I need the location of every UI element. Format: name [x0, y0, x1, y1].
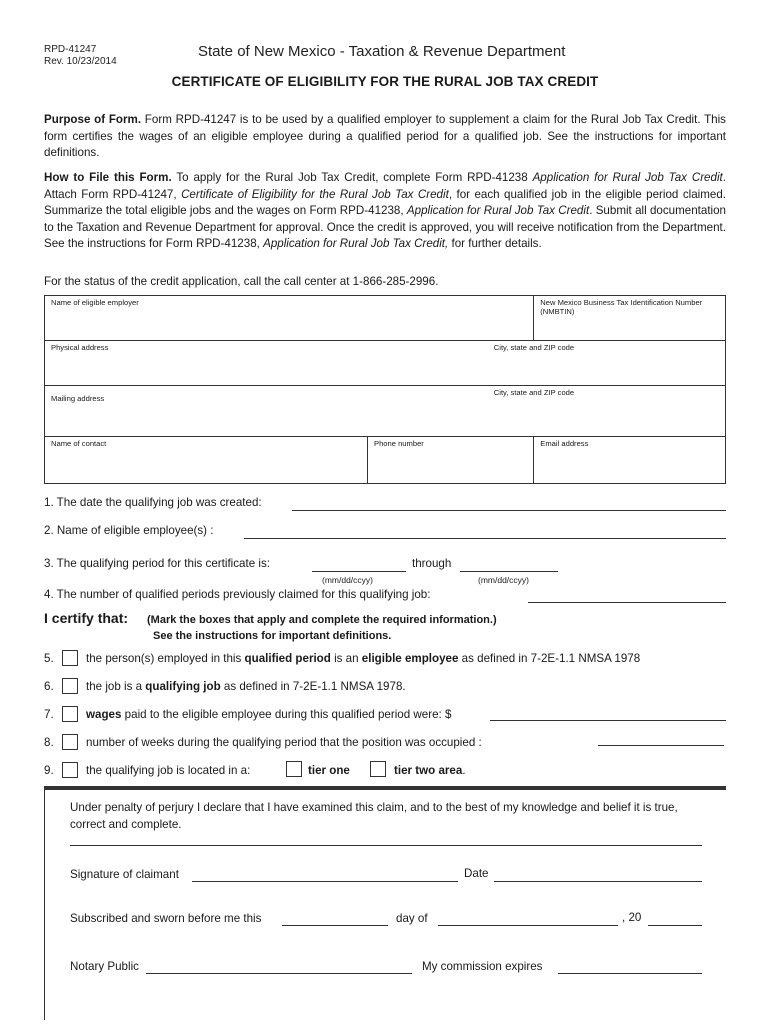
period-end-input[interactable] — [460, 571, 558, 572]
form-reference: Application for Rural Job Tax Credit, — [263, 237, 449, 250]
sworn-day-input[interactable] — [282, 925, 388, 926]
physical-city-field[interactable] — [493, 341, 726, 386]
item-text: the person(s) employed in this — [86, 652, 245, 665]
through-label: through — [412, 557, 452, 570]
day-of-label: day of — [396, 912, 428, 925]
form-title: CERTIFICATE OF ELIGIBILITY FOR THE RURAL JOB TAX CREDIT — [171, 74, 599, 89]
field-label: City, state and ZIP code — [493, 388, 575, 397]
purpose-heading: Purpose of Form. — [44, 113, 142, 126]
item-text: paid to the eligible employee during this qualified period were: $ — [121, 708, 452, 721]
commission-label: My commission expires — [422, 960, 543, 973]
item-5-text — [86, 652, 640, 665]
how-to-file-paragraph — [44, 170, 726, 253]
tier-one-checkbox[interactable] — [286, 761, 302, 777]
purpose-text: Form RPD-41247 is to be used by a qualified employer to supplement a claim for the Rural Job Tax Credit. This form certifies the wages of an eligible employee during a qualified period for a qualified job. See the instructions for important definitions. — [44, 113, 726, 159]
item-text: the job is a — [86, 680, 146, 693]
sworn-month-input[interactable] — [438, 925, 618, 926]
purpose-paragraph — [44, 112, 726, 162]
wages-input[interactable] — [490, 720, 726, 721]
field-label: Email address — [540, 439, 589, 448]
employer-info-table — [44, 295, 726, 484]
certify-note — [147, 612, 497, 644]
commission-input[interactable] — [558, 973, 702, 974]
how-to-file-text: , for each qualified job in the eligible period claimed. Summarize the total eligible jobs and the wages on Form RPD-41238, — [44, 187, 726, 217]
how-to-file-text: . Attach Form RPD-41247, — [44, 171, 726, 201]
question-3: 3. The qualifying period for this certificate is: — [44, 557, 270, 570]
field-label: Name of eligible employer — [51, 298, 139, 307]
item-number: 6. — [44, 680, 54, 693]
contact-name-field[interactable] — [45, 437, 368, 484]
item-number: 5. — [44, 652, 54, 665]
mailing-city-field[interactable] — [493, 386, 726, 437]
item-8-text: number of weeks during the qualifying period that the position was occupied : — [86, 736, 482, 749]
question-2: 2. Name of eligible employee(s) : — [44, 524, 214, 537]
tier-one-label: tier one — [308, 764, 350, 777]
form-reference: Application for Rural Job Tax Credit — [406, 204, 590, 217]
item-term: qualifying job — [145, 680, 221, 693]
how-to-file-text: for further details. — [448, 237, 542, 250]
item-8-checkbox[interactable] — [62, 734, 78, 750]
phone-field[interactable] — [368, 437, 534, 484]
physical-address-field[interactable] — [45, 341, 534, 386]
periods-claimed-input[interactable] — [528, 602, 726, 603]
item-number: 9. — [44, 764, 54, 777]
item-9-checkbox[interactable] — [62, 762, 78, 778]
field-label: Name of contact — [51, 439, 107, 448]
date-format-hint: (mm/dd/ccyy) — [322, 575, 373, 585]
item-number: 8. — [44, 736, 54, 749]
perjury-declaration: Under penalty of perjury I declare that I have examined this claim, and to the best of my knowledge and belief it is true, correct and complete. — [70, 801, 678, 831]
employee-name-input[interactable] — [244, 538, 726, 539]
item-5-checkbox[interactable] — [62, 650, 78, 666]
section-divider — [44, 786, 726, 790]
question-1: 1. The date the qualifying job was created: — [44, 496, 262, 509]
form-reference: Application for Rural Job Tax Credit — [532, 171, 723, 184]
how-to-file-text: . Submit all documentation to the Taxation and Revenue Department for approval. Once the credit is approved, you will receive notification from the Department. See the instructions for Form RPD-41238, — [44, 204, 727, 250]
item-term: eligible employee — [361, 652, 459, 665]
item-text: as defined in 7-2E-1.1 NMSA 1978 — [458, 652, 641, 665]
mailing-address-field[interactable] — [45, 386, 534, 437]
date-created-input[interactable] — [292, 510, 726, 511]
field-label: Phone number — [374, 439, 424, 448]
field-label: Physical address — [51, 343, 109, 352]
certify-instruction: See the instructions for important definitions. — [153, 630, 392, 642]
declaration-signature-line[interactable] — [70, 845, 702, 846]
tier-two-label — [394, 764, 466, 777]
item-6-checkbox[interactable] — [62, 678, 78, 694]
how-to-file-heading: How to File this Form. — [44, 171, 172, 184]
certify-instruction: (Mark the boxes that apply and complete the required information.) — [147, 614, 497, 626]
tier-two-text: tier two area — [394, 764, 463, 777]
section-left-border — [44, 790, 45, 1020]
sworn-label: Subscribed and sworn before me this — [70, 912, 262, 925]
notary-input[interactable] — [146, 973, 412, 974]
signature-input[interactable] — [192, 881, 458, 882]
department-name: State of New Mexico - Taxation & Revenue Department — [198, 43, 566, 60]
period-start-input[interactable] — [312, 571, 406, 572]
item-6-text — [86, 680, 406, 693]
status-line: For the status of the credit application, call the call center at 1-866-285-2996. — [44, 275, 439, 288]
revision-date: Rev. 10/23/2014 — [44, 56, 117, 67]
tier-two-checkbox[interactable] — [370, 761, 386, 777]
item-number: 7. — [44, 708, 54, 721]
item-term: wages — [86, 708, 122, 721]
weeks-input[interactable] — [598, 745, 724, 746]
item-text: is an — [330, 652, 362, 665]
year-prefix-label: , 20 — [622, 911, 642, 924]
signature-date-input[interactable] — [494, 881, 702, 882]
certify-heading: I certify that: — [44, 610, 129, 626]
notary-label: Notary Public — [70, 960, 139, 973]
item-7-checkbox[interactable] — [62, 706, 78, 722]
item-7-text — [86, 708, 451, 721]
signature-label: Signature of claimant — [70, 868, 179, 881]
nmbtin-field[interactable] — [534, 296, 726, 341]
item-text: . — [462, 764, 466, 777]
employer-name-field[interactable] — [45, 296, 534, 341]
item-term: qualified period — [244, 652, 331, 665]
question-4: 4. The number of qualified periods previously claimed for this qualifying job: — [44, 588, 431, 601]
email-field[interactable] — [534, 437, 726, 484]
date-label: Date — [464, 867, 489, 880]
how-to-file-text: To apply for the Rural Job Tax Credit, complete Form RPD-41238 — [171, 171, 533, 184]
date-format-hint: (mm/dd/ccyy) — [478, 575, 529, 585]
field-label: New Mexico Business Tax Identification Number (NMBTIN) — [540, 298, 703, 316]
form-reference: Certificate of Eligibility for the Rural Job Tax Credit — [181, 187, 449, 201]
item-text: as defined in 7-2E-1.1 NMSA 1978. — [220, 680, 406, 693]
item-9-text: the qualifying job is located in a: — [86, 764, 251, 777]
sworn-year-input[interactable] — [648, 925, 702, 926]
field-label: City, state and ZIP code — [493, 343, 575, 352]
form-number: RPD-41247 — [44, 44, 97, 55]
field-label: Mailing address — [51, 394, 105, 403]
form-number-block — [44, 44, 117, 68]
